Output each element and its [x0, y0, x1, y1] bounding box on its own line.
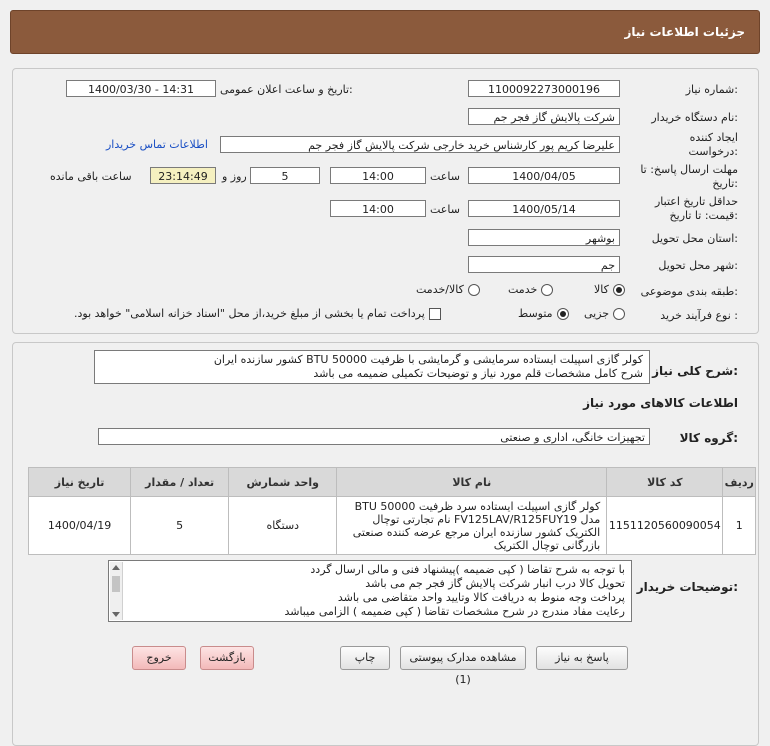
reply-time-label: ساعت	[430, 170, 460, 183]
reply-deadline-label: مهلت ارسال پاسخ: تا تاریخ:	[640, 163, 738, 190]
category-label: طبقه بندی موضوعی:	[640, 285, 738, 298]
col-header-code: کد کالا	[607, 468, 723, 497]
buyer-notes-scrollbar[interactable]	[110, 562, 123, 620]
cell-name: کولر گازی اسپیلت ایستاده سرد ظرفیت BTU 50000 مدل FV125LAV/R125FUY19 نام تجارتی توچال الکتریک کشور سازنده ایران مرجع عرضه کننده صنعتی بازرگانی توچال الکتریک	[337, 497, 607, 555]
creator-label: ایجاد کننده درخواست:	[688, 131, 738, 158]
summary-label: شرح کلی نیاز:	[652, 364, 738, 378]
payment-treasury-option[interactable]: پرداخت تمام یا بخشی از مبلغ خرید،از محل "اسناد خزانه اسلامی" خواهد بود.	[74, 307, 441, 320]
scroll-down-icon[interactable]	[112, 612, 120, 617]
city-label: شهر محل تحویل:	[658, 259, 738, 272]
days-field: 5	[250, 167, 320, 184]
reply-time-field: 14:00	[330, 167, 426, 184]
summary-line-1: کولر گازی اسپیلت ایستاده سرمایشی و گرمایشی با ظرفیت BTU 50000 کشور سازنده ایران	[213, 353, 643, 366]
process-label: نوع فرآیند خرید :	[660, 309, 738, 322]
announce-label: تاریخ و ساعت اعلان عمومی:	[220, 83, 353, 96]
goods-group-field: تجهیزات خانگی، اداری و صنعتی	[98, 428, 650, 445]
cell-date: 1400/04/19	[29, 497, 131, 555]
need-number-label: شماره نیاز:	[685, 83, 738, 96]
cell-qty: 5	[131, 497, 229, 555]
page-title: جزئیات اطلاعات نیاز	[624, 25, 745, 39]
buyer-note-line-2: تحویل کالا درب انبار شرکت پالایش گاز فجر جم می باشد	[365, 577, 625, 590]
col-header-row: ردیف	[723, 468, 756, 497]
reply-date-field: 1400/04/05	[468, 167, 620, 184]
scroll-up-icon[interactable]	[112, 565, 120, 570]
exit-button[interactable]: خروج	[132, 646, 186, 670]
summary-box	[94, 350, 650, 384]
creator-field: علیرضا کریم پور کارشناس خرید خارجی شرکت پالایش گاز فجر جم	[220, 136, 620, 153]
items-table	[28, 467, 756, 555]
page-header	[10, 10, 760, 54]
buyer-org-field: شرکت پالایش گاز فجر جم	[468, 108, 620, 125]
table-header-row	[29, 468, 756, 497]
radio-medium[interactable]	[557, 308, 569, 320]
buyer-note-line-1: با توجه به شرح تقاضا ( کپی ضمیمه )پیشنهاد فنی و مالی ارسال گردد	[310, 563, 625, 576]
need-number-field: 1100092273000196	[468, 80, 620, 97]
category-option-goods[interactable]: کالا	[594, 283, 625, 296]
col-header-unit: واحد شمارش	[229, 468, 337, 497]
table-row	[29, 497, 756, 555]
radio-goods-service[interactable]	[468, 284, 480, 296]
back-button-alt[interactable]: بازگشت	[200, 646, 254, 670]
province-label: استان محل تحویل:	[651, 232, 738, 245]
cell-row: 1	[723, 497, 756, 555]
province-field: بوشهر	[468, 229, 620, 246]
announce-field: 1400/03/30 - 14:31	[66, 80, 216, 97]
goods-group-label: گروه کالا:	[679, 431, 738, 445]
contact-info-link[interactable]: اطلاعات تماس خریدار	[106, 138, 208, 151]
radio-service[interactable]	[541, 284, 553, 296]
category-option-goods-service[interactable]: کالا/خدمت	[416, 283, 480, 296]
process-option-minor[interactable]: جزیی	[584, 307, 625, 320]
scroll-thumb[interactable]	[112, 576, 120, 592]
validity-time-field: 14:00	[330, 200, 426, 217]
attachments-button[interactable]: مشاهده مدارک پیوستی (1)	[400, 646, 526, 670]
reply-button[interactable]: پاسخ به نیاز	[536, 646, 628, 670]
buyer-note-line-3: پرداخت وجه منوط به دریافت کالا وتایید واحد متقاضی می باشد	[337, 591, 625, 604]
validity-time-label: ساعت	[430, 203, 460, 216]
items-table-wrapper	[28, 467, 756, 555]
remaining-label: ساعت باقی مانده	[50, 170, 132, 183]
city-field: جم	[468, 256, 620, 273]
buyer-org-label: نام دستگاه خریدار:	[651, 111, 738, 124]
days-label: روز و	[222, 170, 247, 183]
radio-goods[interactable]	[613, 284, 625, 296]
goods-section-title: اطلاعات کالاهای مورد نیاز	[583, 396, 738, 410]
remaining-time-field: 23:14:49	[150, 167, 216, 184]
radio-minor[interactable]	[613, 308, 625, 320]
buyer-notes-box	[108, 560, 632, 622]
payment-checkbox[interactable]	[429, 308, 441, 320]
summary-line-2: شرح کامل مشخصات قلم مورد نیاز و توضیحات تکمیلی ضمیمه می باشد	[313, 367, 643, 380]
col-header-date: تاریخ نیاز	[29, 468, 131, 497]
buyer-note-line-4: رعایت مفاد مندرج در شرح مشخصات تقاضا ( کپی ضمیمه ) الزامی میباشد	[284, 605, 625, 618]
category-option-service[interactable]: خدمت	[508, 283, 553, 296]
col-header-name: نام کالا	[337, 468, 607, 497]
validity-label: حداقل تاریخ اعتبار قیمت: تا تاریخ:	[654, 195, 738, 222]
process-option-medium[interactable]: متوسط	[518, 307, 569, 320]
cell-code: 1151120560090054	[607, 497, 723, 555]
buyer-notes-label: توضیحات خریدار:	[636, 580, 738, 594]
validity-date-field: 1400/05/14	[468, 200, 620, 217]
cell-unit: دستگاه	[229, 497, 337, 555]
col-header-qty: تعداد / مقدار	[131, 468, 229, 497]
print-button[interactable]: چاپ	[340, 646, 390, 670]
